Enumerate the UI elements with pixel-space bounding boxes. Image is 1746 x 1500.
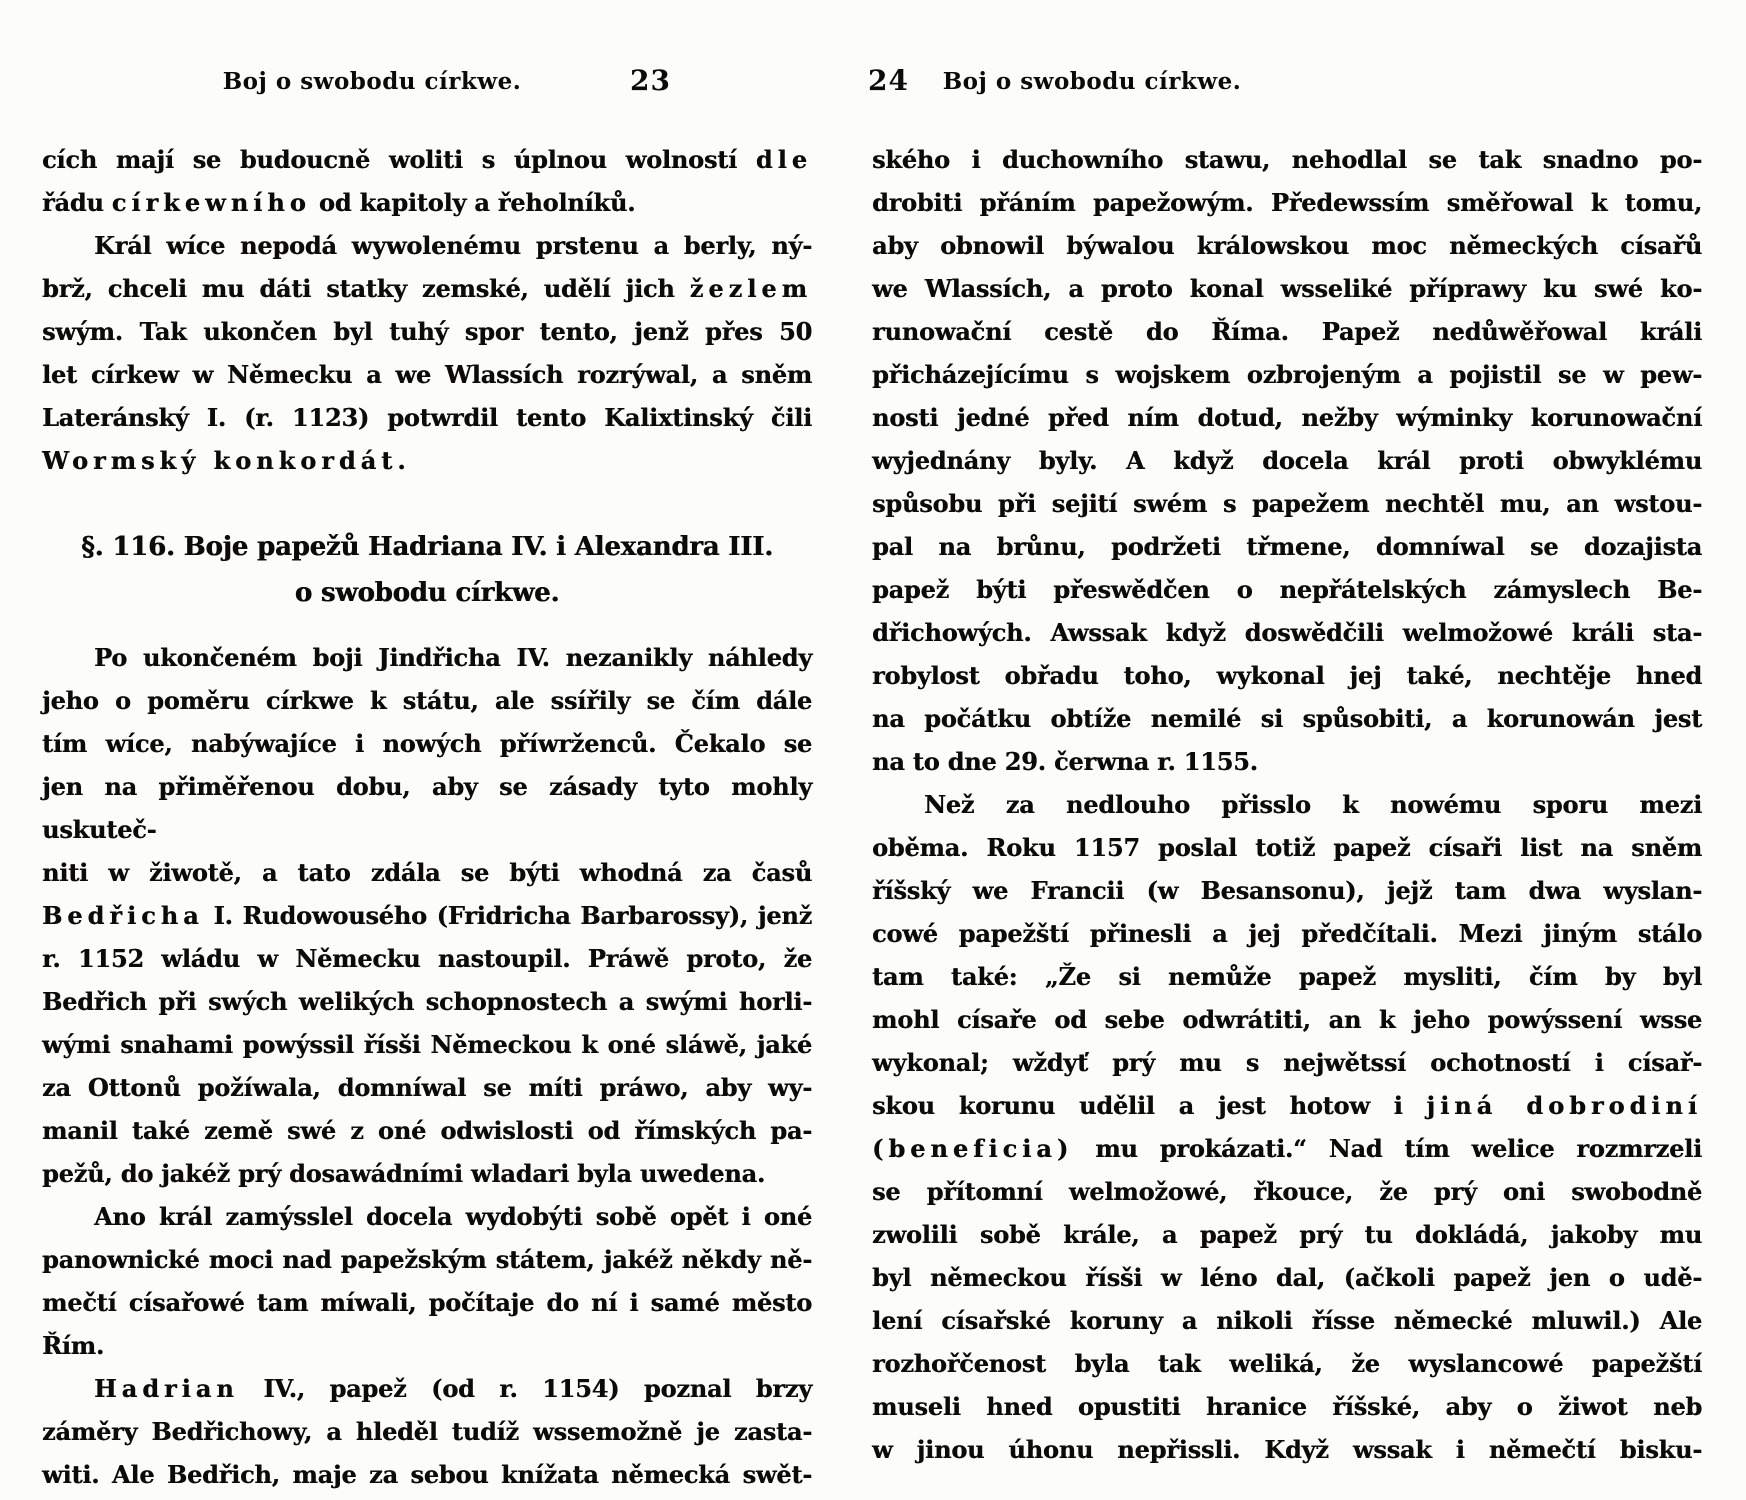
page-header-left xyxy=(42,64,812,106)
text-line: spůsobu při sejití swém s papežem nechtěl mu, an wstou- xyxy=(872,489,1702,518)
text-line: Král wíce nepodá wywolenému prstenu a berly, ný- xyxy=(94,231,812,260)
text-line: Řím. xyxy=(42,1331,105,1360)
text-line: dřichowých. Awssak když doswědčili welmožowé králi sta- xyxy=(872,618,1702,647)
letterspaced-emphasis: Bedřicha xyxy=(42,901,204,930)
left-page-body xyxy=(42,138,812,1496)
text-line: wými snahami powýssil řísši Německou k oné sláwě, jaké xyxy=(42,1030,812,1059)
page-left xyxy=(42,0,812,1500)
text-line: r. 1152 wládu w Německu nastoupil. Práwě proto, že xyxy=(42,944,812,973)
text-line: přicházejícímu s wojskem ozbrojeným a pojistil se w pew- xyxy=(872,360,1702,389)
letterspaced-emphasis: Wormský konkordát. xyxy=(42,446,411,475)
running-title: Boj o swobodu církwe. xyxy=(222,68,522,95)
text-line: Než za nedlouho přisslo k nowému sporu mezi xyxy=(924,790,1702,819)
page-right xyxy=(868,0,1702,1500)
text-line: runowační cestě do Říma. Papež nedůwěřowal králi xyxy=(872,317,1702,346)
text-line: tam také: „Že si nemůže papež mysliti, čím by byl xyxy=(872,962,1702,991)
text-line xyxy=(42,439,812,482)
text-line: řádu církewního od kapitoly a řeholníků. xyxy=(42,188,636,217)
text-line: cowé papežští přinesli a jej předčítali. Mezi jiným stálo xyxy=(872,919,1702,948)
text-line: Po ukončeném boji Jindřicha IV. nezanikly náhledy xyxy=(94,643,812,672)
text-line: na počátku obtíže nemilé si spůsobiti, a korunowán jest xyxy=(872,704,1702,733)
text-line: drobiti přáním papežowým. Předewssím směřowal k tomu, xyxy=(872,188,1702,217)
text-line: záměry Bedřichowy, a hleděl tudíž wssemožně je zasta- xyxy=(42,1417,812,1446)
text-line: skou korunu udělil a jest hotow i jiná dobrodiní xyxy=(872,1091,1702,1120)
text-line: tím wíce, nabýwajíce i nowých příwrženců. Čekalo se xyxy=(42,729,812,758)
text-line: oběma. Roku 1157 poslal totiž papež císaři list na sněm xyxy=(872,833,1702,862)
letterspaced-emphasis: Hadrian xyxy=(94,1374,239,1403)
text-line: za Ottonů požíwala, domníwal se míti práwo, aby wy- xyxy=(42,1073,812,1102)
paragraph xyxy=(872,138,1702,783)
letterspaced-emphasis: dle xyxy=(755,145,812,174)
text-line: lení císařské koruny a nikoli řísse německé mluwil.) Ale xyxy=(872,1306,1702,1335)
letterspaced-emphasis: žezlem xyxy=(689,274,812,303)
text-line: papež býti přeswědčen o nepřátelských zámyslech Be- xyxy=(872,575,1702,604)
text-line: mečtí císařowé tam míwali, počítaje do ní i samé město xyxy=(42,1288,812,1317)
text-line: na to dne 29. čerwna r. 1155. xyxy=(872,747,1258,776)
text-line: Ano král zamýsslel docela wydobýti sobě opět i oné xyxy=(94,1202,812,1231)
text-line: Bedřicha I. Rudowousého (Fridricha Barbarossy), jenž xyxy=(42,901,812,930)
page-number: 23 xyxy=(630,64,671,97)
text-line: nosti jedné před ním dotud, nežby wýminky korunowační xyxy=(872,403,1702,432)
text-line: museli hned opustiti hranice říšské, aby o žiwot neb xyxy=(872,1392,1702,1421)
text-line: jeho o poměru církwe k státu, ale ssířily se čím dále xyxy=(42,686,812,715)
letterspaced-emphasis: jiná dobrodiní xyxy=(1426,1091,1702,1120)
text-line: wykonal; wždyť prý mu s nejwětssí ochotností i císař- xyxy=(872,1048,1702,1077)
text-line: witi. Ale Bedřich, maje za sebou knížata německá swět- xyxy=(42,1460,812,1489)
text-line: w jinou úhonu nepřissli. Když wssak i němečtí bisku- xyxy=(872,1435,1702,1464)
section-heading xyxy=(42,524,812,616)
paragraph xyxy=(42,1367,812,1496)
paragraph xyxy=(42,138,812,224)
text-line: byl německou řísši w léno dal, (ačkoli papež jen o udě- xyxy=(872,1263,1702,1292)
text-line: §. 116. Boje papežů Hadriana IV. i Alexandra III. xyxy=(81,532,773,562)
text-line: (beneficia) mu prokázati.“ Nad tím welice rozmrzeli xyxy=(872,1134,1702,1163)
page-number: 24 xyxy=(868,64,909,97)
paragraph xyxy=(42,636,812,1195)
text-line: pal na brůnu, podržeti třmene, domníwal se dozajista xyxy=(872,532,1702,561)
page-header-right xyxy=(868,64,1702,106)
text-line: zwolili sobě krále, a papež prý tu dokládá, jakoby mu xyxy=(872,1220,1702,1249)
text-line: Hadrian IV., papež (od r. 1154) poznal brzy xyxy=(94,1374,812,1403)
text-line: ského i duchowního stawu, nehodlal se tak snadno po- xyxy=(872,145,1702,174)
text-line: manil také země swé z oné odwislosti od římských pa- xyxy=(42,1116,812,1145)
right-page-body xyxy=(872,138,1702,1471)
text-line: aby obnowil býwalou králowskou moc německých císařů xyxy=(872,231,1702,260)
paragraph xyxy=(42,1195,812,1367)
text-line: Lateránský I. (r. 1123) potwrdil tento Kalixtinský čili xyxy=(42,403,812,432)
paragraph xyxy=(42,224,812,482)
text-line: jen na přiměřenou dobu, aby se zásady tyto mohly uskuteč- xyxy=(42,772,812,844)
text-line: robylost obřadu toho, wykonal jej také, nechtěje hned xyxy=(872,661,1702,690)
text-line: let církew w Německu a we Wlassích rozrýwal, a sněm xyxy=(42,360,812,389)
text-line: pežů, do jakéž prý dosawádními wladari byla uwedena. xyxy=(42,1159,766,1188)
text-line: wyjednány byly. A když docela král proti obwyklému xyxy=(872,446,1702,475)
letterspaced-emphasis: (beneficia) xyxy=(872,1134,1074,1163)
paragraph xyxy=(872,783,1702,1471)
letterspaced-emphasis: církewního xyxy=(111,188,311,217)
text-line: se přítomní welmožowé, řkouce, že prý oni swobodně xyxy=(872,1177,1702,1206)
text-line: we Wlassích, a proto konal wsseliké příprawy ku swé ko- xyxy=(872,274,1702,303)
text-line: brž, chceli mu dáti statky zemské, udělí jich žezlem xyxy=(42,274,812,303)
text-line: cích mají se budoucně woliti s úplnou wolností dle xyxy=(42,145,812,174)
text-line: swým. Tak ukončen byl tuhý spor tento, jenž přes 50 xyxy=(42,317,812,346)
text-line: o swobodu církwe. xyxy=(294,578,560,608)
text-line: panownické moci nad papežským státem, jakéž někdy ně- xyxy=(42,1245,812,1274)
text-line: říšský we Francii (w Besansonu), jejž tam dwa wyslan- xyxy=(872,876,1702,905)
text-line: mohl císaře od sebe odwrátiti, an k jeho powýssení wsse xyxy=(872,1005,1702,1034)
text-line: rozhořčenost byla tak weliká, že wyslancowé papežští xyxy=(872,1349,1702,1378)
running-title: Boj o swobodu církwe. xyxy=(942,68,1242,95)
text-line: niti w žiwotě, a tato zdála se býti whodná za časů xyxy=(42,858,812,887)
text-line: Bedřich při swých welikých schopnostech a swými horli- xyxy=(42,987,812,1016)
